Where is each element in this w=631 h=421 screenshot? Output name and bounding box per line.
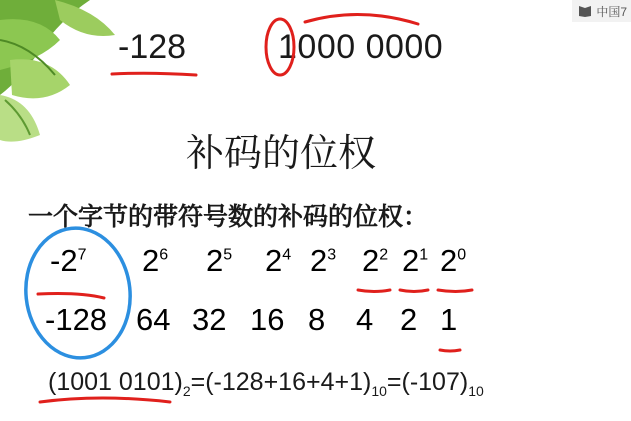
value-cell: 32	[192, 302, 227, 337]
weight-exponent: 5	[223, 246, 233, 264]
weight-exponent: 4	[282, 246, 292, 264]
subtitle: 一个字节的带符号数的补码的位权：	[28, 203, 429, 231]
formula-result: =(-107)	[386, 368, 469, 396]
formula-sum-base: 10	[371, 383, 387, 399]
underline-weight-0	[438, 290, 472, 292]
weight-cell	[142, 243, 168, 279]
weight-base: 2	[362, 243, 380, 278]
weight-cell	[265, 243, 291, 279]
weight-base: 2	[402, 243, 420, 278]
weight-exponent: 1	[419, 246, 429, 264]
formula-binary: (1001 0101)	[48, 368, 183, 396]
weight-base: -2	[50, 243, 78, 278]
formula-binary-base: 2	[182, 383, 191, 399]
formula-sum: =(-128+16+4+1)	[190, 368, 372, 396]
weight-exponent: 0	[457, 246, 467, 264]
weight-exponent: 6	[159, 246, 169, 264]
book-icon	[578, 5, 592, 17]
example-formula	[48, 368, 484, 399]
page-title: 补码的位权	[186, 131, 377, 175]
value-cell: 64	[136, 302, 171, 337]
weight-cell	[206, 243, 232, 279]
formula-result-base: 10	[468, 383, 484, 399]
underline-value-1	[440, 350, 460, 351]
watermark	[572, 0, 631, 22]
watermark-text: 中国7	[596, 4, 627, 19]
value-cell: 16	[250, 302, 285, 337]
weight-base: 2	[310, 243, 328, 278]
underline-weight-1	[400, 290, 428, 292]
leaf-decoration	[0, 0, 120, 150]
weight-cell	[402, 243, 428, 279]
weight-exponent: 2	[379, 246, 389, 264]
value-cell: -128	[45, 302, 108, 337]
weight-exponent: 3	[327, 246, 337, 264]
weight-base: 2	[206, 243, 224, 278]
weight-cell	[310, 243, 336, 279]
overline-binary	[305, 14, 418, 24]
weight-cell	[440, 243, 466, 279]
decimal-value: -128	[118, 28, 187, 66]
value-cell: 2	[400, 302, 418, 337]
weight-base: 2	[142, 243, 160, 278]
underline-weight-7	[38, 294, 104, 299]
binary-value: 1000 0000	[278, 28, 444, 66]
weight-cell	[50, 243, 86, 279]
weight-base: 2	[440, 243, 458, 278]
weight-cell	[362, 243, 388, 279]
underline-decimal	[112, 73, 196, 75]
value-cell: 4	[356, 302, 374, 337]
weight-base: 2	[265, 243, 283, 278]
underline-weight-2	[358, 290, 390, 292]
weight-exponent: 7	[77, 246, 87, 264]
value-cell: 8	[308, 302, 326, 337]
value-cell: 1	[440, 302, 458, 337]
